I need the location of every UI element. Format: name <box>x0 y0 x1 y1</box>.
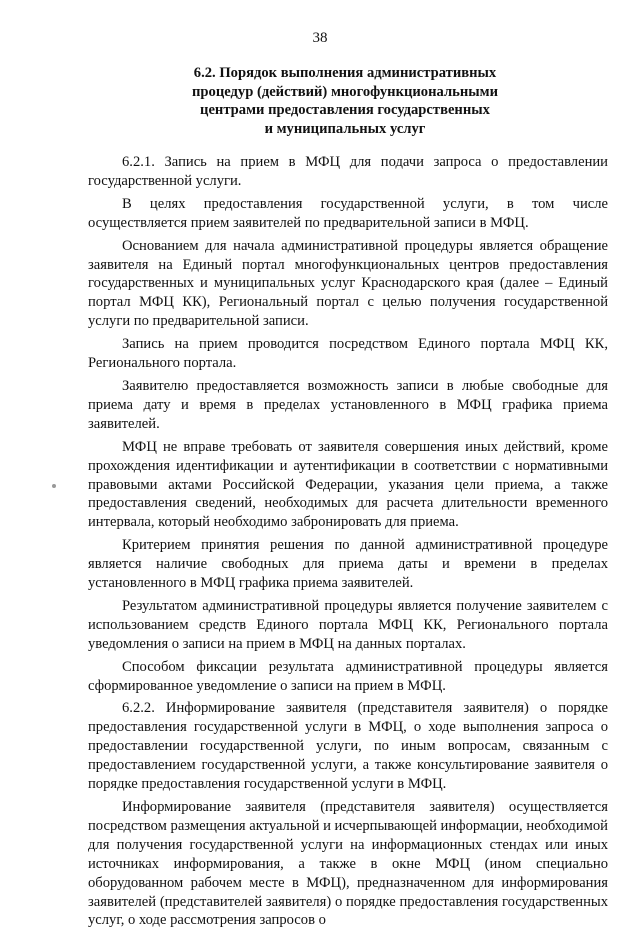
page-number: 38 <box>312 30 328 46</box>
paragraph: Результатом административной процедуры является получение заявителем с использованием средств Единого портала МФЦ КК, Регионального портала уведомления о записи на прием в МФЦ на данных порталах. <box>88 597 608 652</box>
paragraph: Критерием принятия решения по данной административной процедуре является наличие свободных для приема даты и времени в пределах установленного в МФЦ графика приема заявителей. <box>88 537 608 592</box>
paragraph: Основанием для начала административной процедуры является обращение заявителя на Единый портал многофункциональных центров предоставления государственных и муниципальных услуг Краснодарского края (далее – Единый портал МФЦ КК), Региональный портал с целью получения государственной услуги по предварительной записи. <box>88 237 608 330</box>
section-heading <box>150 64 540 138</box>
paragraph: Информирование заявителя (представителя заявителя) осуществляется посредством размещения актуальной и исчерпывающей информации, необходимой для получения государственной услуги на информационных стендах или иных источниках информирования, а также в окне МФЦ (ином специально оборудованном рабочем месте в МФЦ), предназначенном для информирования заявителей (представителей заявителя) о порядке предоставления государственных услуг, о ходе рассмотрения запросов о <box>88 799 608 929</box>
paragraph: 6.2.2. Информирование заявителя (представителя заявителя) о порядке предоставления государственной услуги в МФЦ, о ходе выполнения запроса о предоставлении государственной услуги, по иным вопросам, связанным с предоставлением государственной услуги, а также консультирование заявителя о порядке предоставления государственной услуги в МФЦ. <box>88 700 608 793</box>
heading-line: процедур (действий) многофункциональными <box>192 83 498 100</box>
scan-dot <box>52 484 56 488</box>
paragraph: Запись на прием проводится посредством Единого портала МФЦ КК, Регионального портала. <box>88 336 608 372</box>
heading-line: центрами предоставления государственных <box>200 102 490 118</box>
paragraph: 6.2.1. Запись на прием в МФЦ для подачи запроса о предоставлении государственной услуги. <box>88 154 608 189</box>
heading-line: 6.2. Порядок выполнения административных <box>193 65 497 81</box>
paragraph: Способом фиксации результата административной процедуры является сформированное уведомление о записи на прием в МФЦ. <box>88 658 608 694</box>
paragraph: МФЦ не вправе требовать от заявителя совершения иных действий, кроме прохождения идентификации и аутентификации в соответствии с нормативными правовыми актами Российской Федерации, указания цели приема, а также предоставления сведений, необходимых для расчета длительности временного интервала, который необходимо забронировать для приема. <box>88 438 608 531</box>
paragraph: Заявителю предоставляется возможность записи в любые свободные для приема дату и время в пределах установленного в МФЦ графика приема заявителей. <box>88 377 608 432</box>
body-text <box>88 153 608 934</box>
heading-line: и муниципальных услуг <box>264 120 426 137</box>
paragraph: В целях предоставления государственной услуги, в том числе осуществляется прием заявителей по предварительной записи в МФЦ. <box>88 195 608 231</box>
